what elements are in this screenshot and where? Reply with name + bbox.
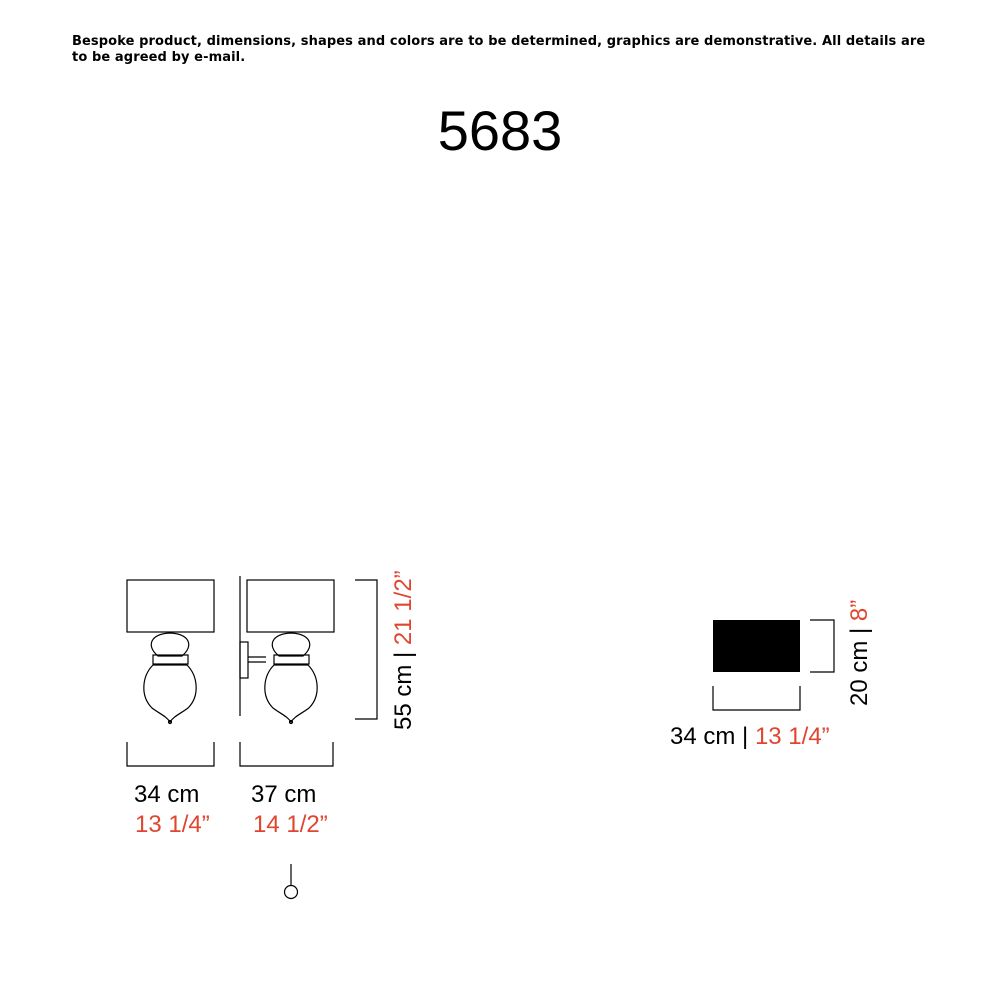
wall-plate [240, 642, 248, 678]
front-width-bracket [127, 742, 214, 766]
side-glass-top [272, 633, 310, 656]
shade-width-separator: | [742, 723, 749, 750]
shade-height-bracket [810, 620, 834, 672]
shade-height-separator: | [846, 627, 873, 634]
front-width-in: 13 1/4” [135, 811, 210, 838]
front-glass-top [151, 633, 189, 656]
disclaimer-text: Bespoke product, dimensions, shapes and colors are to be determined, graphics are demonstrative. All details are to be agreed by e-mail. [72, 34, 926, 65]
shade-width-in: 13 1/4” [754, 723, 830, 750]
front-width-cm: 34 cm [134, 781, 200, 808]
shade-height-in: 8” [846, 599, 873, 622]
wall-mount-symbol [285, 864, 298, 899]
height-bracket [355, 580, 377, 719]
side-depth-bracket [240, 742, 333, 766]
shade-width-bracket [713, 686, 800, 710]
side-depth-in: 14 1/2” [253, 811, 328, 838]
shade-height-label [846, 600, 874, 706]
shade-width-cm: 34 cm [670, 723, 736, 750]
height-label [390, 570, 418, 730]
side-glass-body [265, 665, 317, 722]
height-separator: | [390, 651, 417, 658]
height-in: 21 1/2” [390, 570, 417, 646]
front-lampshade [127, 580, 214, 632]
height-cm: 55 cm [390, 664, 417, 730]
front-view-lamp [127, 580, 214, 724]
shade-height-cm: 20 cm [846, 640, 873, 706]
shade-width-label [670, 723, 830, 751]
front-glass-body [144, 665, 196, 722]
side-depth-cm: 37 cm [251, 781, 317, 808]
shade-solid [713, 620, 800, 672]
side-lampshade [247, 580, 334, 632]
side-view-lamp [240, 576, 334, 724]
model-number: 5683 [437, 99, 563, 162]
